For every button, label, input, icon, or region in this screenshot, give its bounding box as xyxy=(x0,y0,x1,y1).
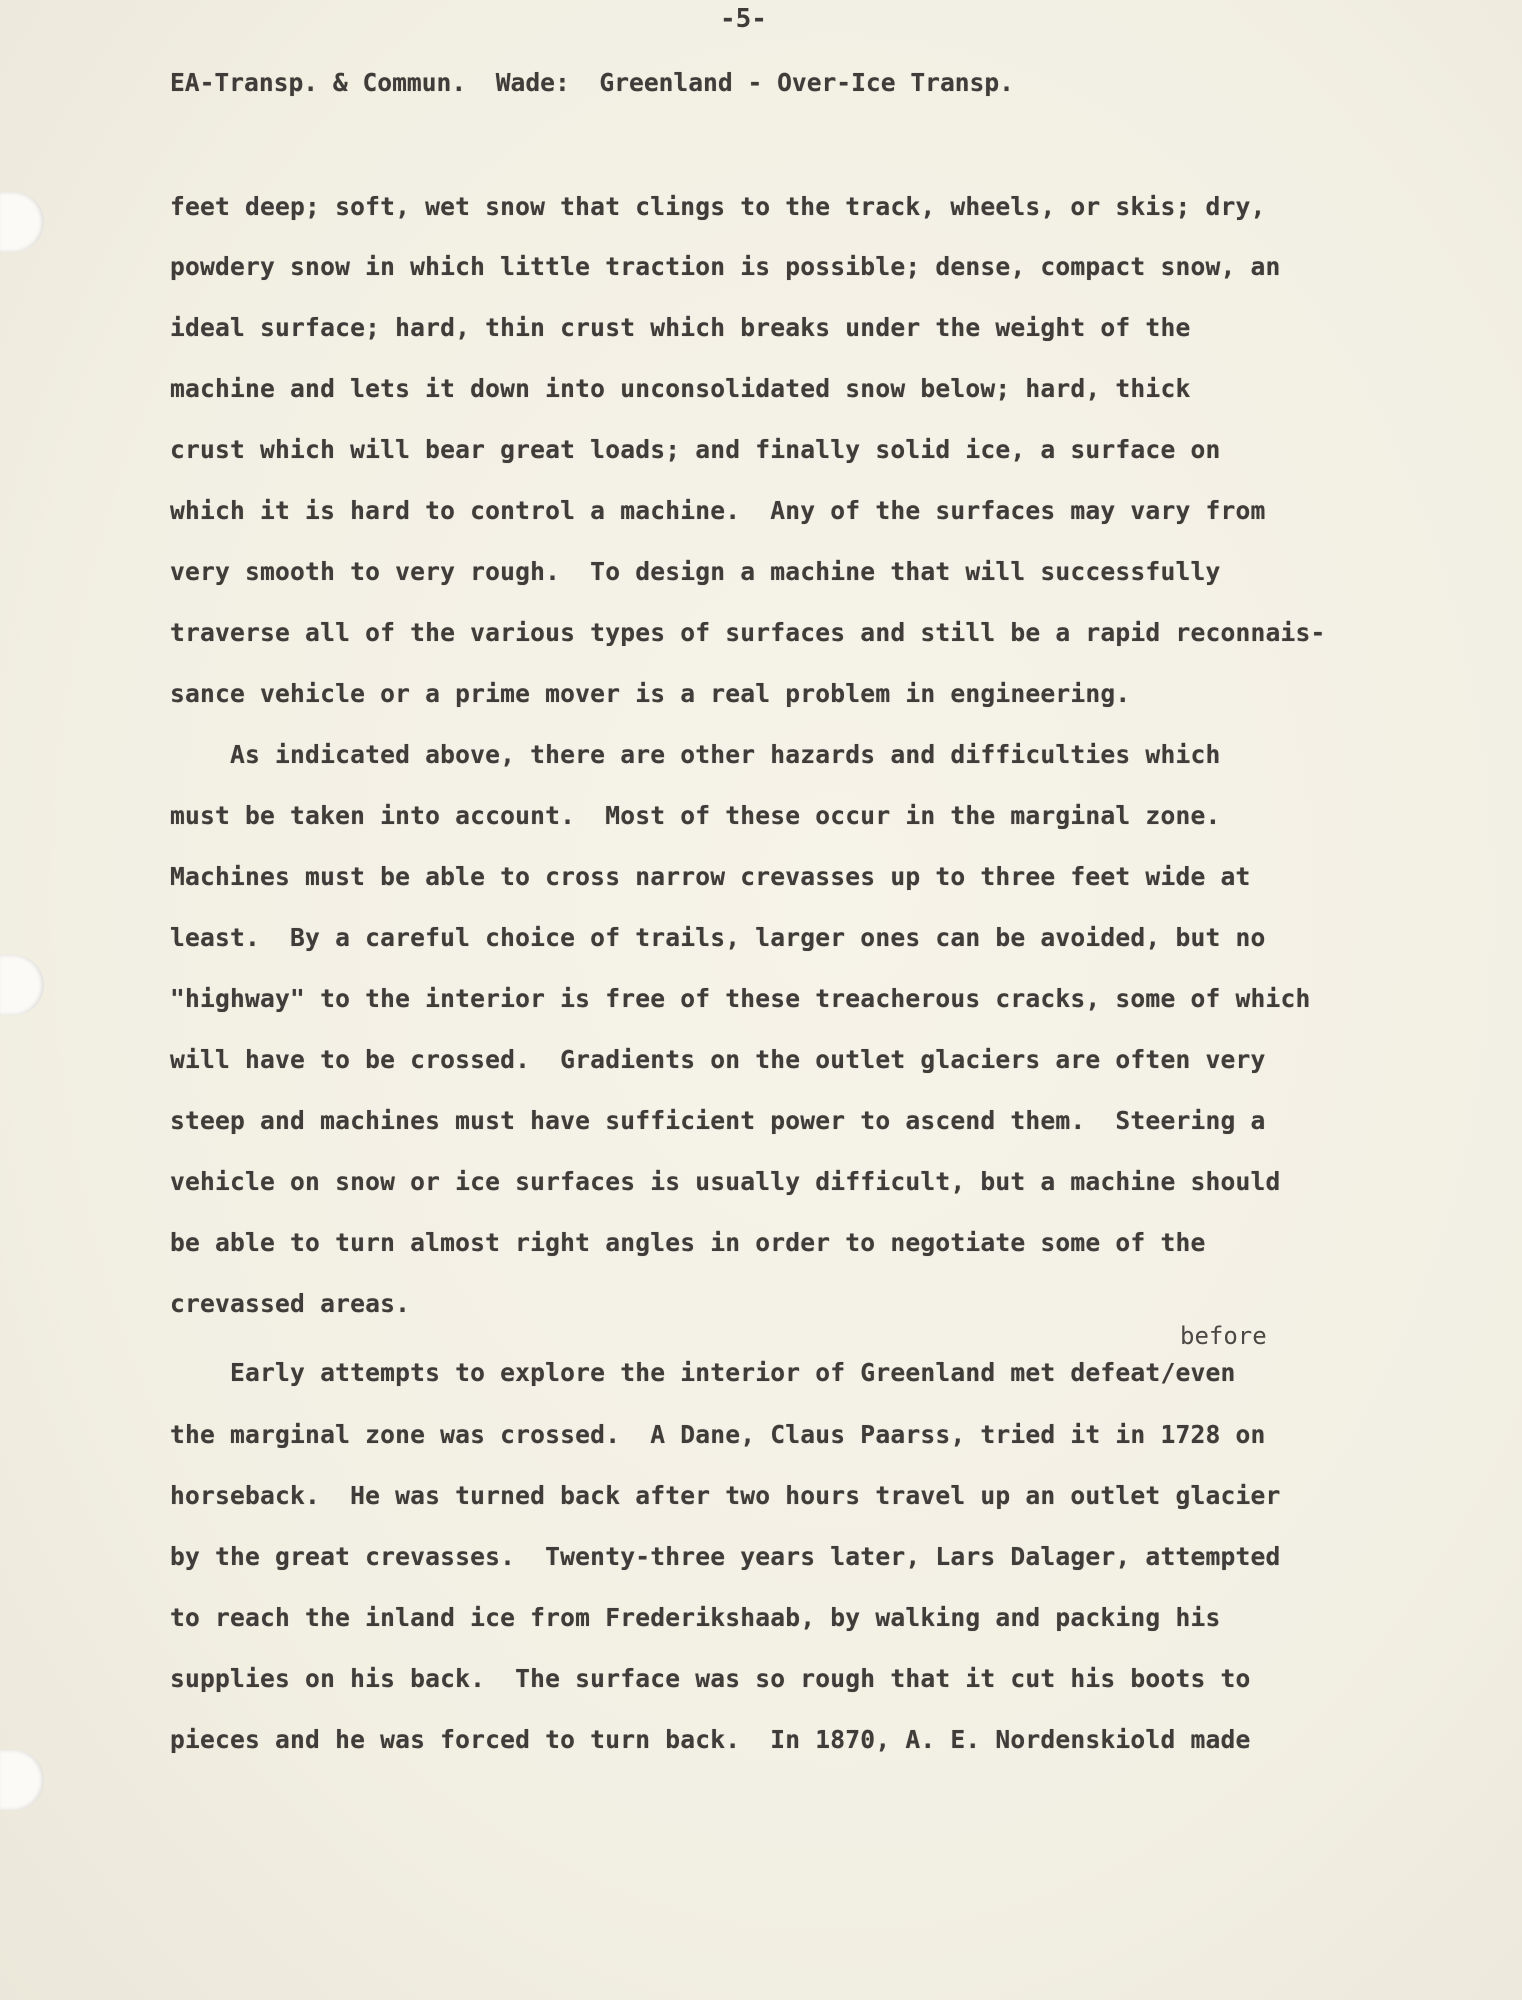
page-number: -5- xyxy=(720,4,767,34)
text-line: ideal surface; hard, thin crust which breaks under the weight of the xyxy=(170,313,1191,342)
running-header: EA-Transp. & Commun. Wade: Greenland - Over-Ice Transp. xyxy=(170,68,1014,97)
text-line: horseback. He was turned back after two hours travel up an outlet glacier xyxy=(170,1481,1281,1510)
text-line: supplies on his back. The surface was so rough that it cut his boots to xyxy=(170,1664,1251,1693)
handwritten-insertion: before xyxy=(1180,1322,1267,1350)
text-line: As indicated above, there are other hazards and difficulties which xyxy=(170,740,1221,769)
text-line: which it is hard to control a machine. Any of the surfaces may vary from xyxy=(170,496,1266,525)
text-line: sance vehicle or a prime mover is a real problem in engineering. xyxy=(170,679,1131,708)
punch-hole xyxy=(0,955,44,1015)
text-line: vehicle on snow or ice surfaces is usually difficult, but a machine should xyxy=(170,1167,1281,1196)
text-line: by the great crevasses. Twenty-three years later, Lars Dalager, attempted xyxy=(170,1542,1281,1571)
punch-hole xyxy=(0,192,44,252)
text-line: steep and machines must have sufficient power to ascend them. Steering a xyxy=(170,1106,1266,1135)
text-line: machine and lets it down into unconsolidated snow below; hard, thick xyxy=(170,374,1191,403)
text-line: pieces and he was forced to turn back. In 1870, A. E. Nordenskiold made xyxy=(170,1725,1251,1754)
text-line: be able to turn almost right angles in order to negotiate some of the xyxy=(170,1228,1206,1257)
text-line: crevassed areas. xyxy=(170,1289,411,1318)
text-line: very smooth to very rough. To design a machine that will successfully xyxy=(170,557,1221,586)
text-line: must be taken into account. Most of these occur in the marginal zone. xyxy=(170,801,1221,830)
text-line: "highway" to the interior is free of these treacherous cracks, some of which xyxy=(170,984,1311,1013)
punch-hole xyxy=(0,1750,44,1810)
text-line: will have to be crossed. Gradients on the outlet glaciers are often very xyxy=(170,1045,1266,1074)
text-line: Early attempts to explore the interior of Greenland met defeat/even xyxy=(170,1358,1236,1387)
text-line: the marginal zone was crossed. A Dane, Claus Paarss, tried it in 1728 on xyxy=(170,1420,1266,1449)
text-line: traverse all of the various types of surfaces and still be a rapid reconnais- xyxy=(170,618,1326,647)
text-line: least. By a careful choice of trails, larger ones can be avoided, but no xyxy=(170,923,1266,952)
text-line: crust which will bear great loads; and finally solid ice, a surface on xyxy=(170,435,1221,464)
text-line: to reach the inland ice from Frederikshaab, by walking and packing his xyxy=(170,1603,1221,1632)
text-line: powdery snow in which little traction is possible; dense, compact snow, an xyxy=(170,252,1281,281)
text-line: feet deep; soft, wet snow that clings to the track, wheels, or skis; dry, xyxy=(170,192,1266,221)
text-line: Machines must be able to cross narrow crevasses up to three feet wide at xyxy=(170,862,1251,891)
